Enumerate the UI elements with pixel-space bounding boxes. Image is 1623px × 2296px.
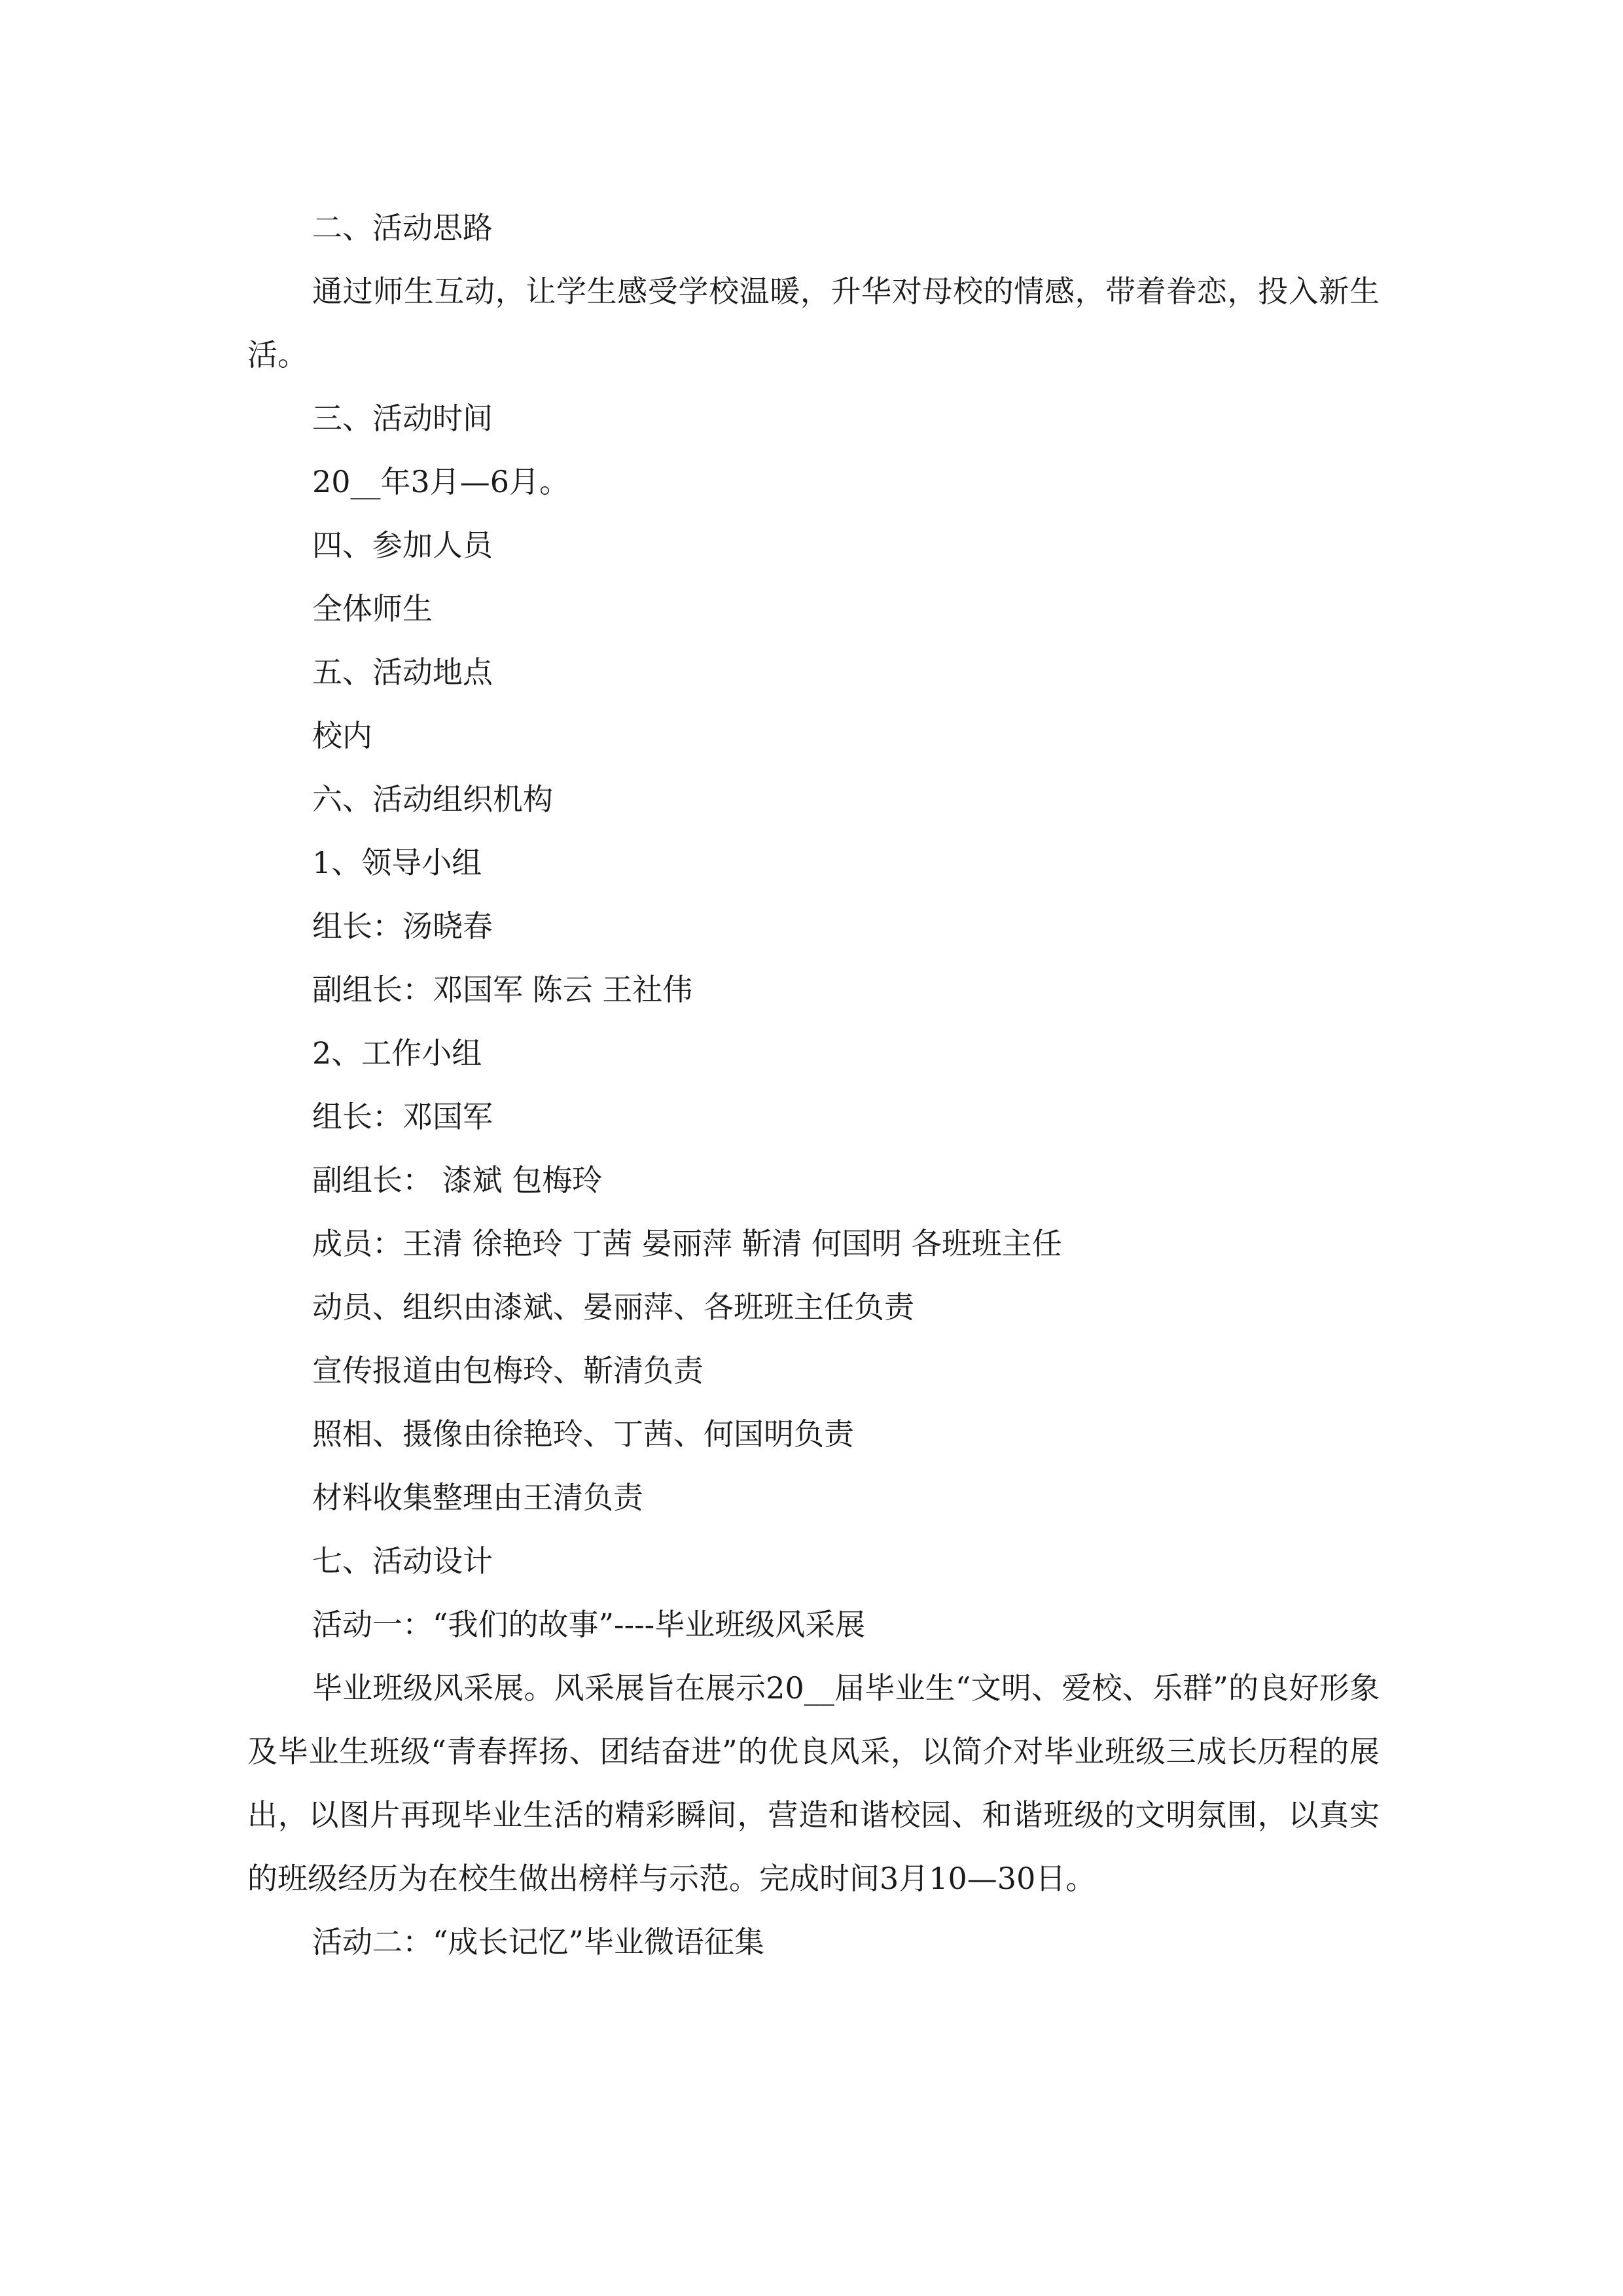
section-heading-organization: 六、活动组织机构 (312, 781, 553, 817)
subheading-leadership-group: 1、领导小组 (312, 845, 482, 880)
text-duty-mobilization: 动员、组织由漆斌、晏丽萍、各班班主任负责 (312, 1289, 914, 1325)
text-time: 20__年3月—6月。 (312, 464, 570, 499)
activity-two-title: 活动二：“成长记忆”毕业微语征集 (312, 1924, 765, 1960)
section-heading-approach: 二、活动思路 (312, 210, 493, 245)
text-participants: 全体师生 (312, 591, 433, 626)
text-duty-photography: 照相、摄像由徐艳玲、丁茜、何国明负责 (312, 1416, 854, 1452)
section-heading-design: 七、活动设计 (312, 1543, 493, 1579)
text-location: 校内 (312, 718, 372, 753)
section-heading-location: 五、活动地点 (312, 655, 493, 690)
section-heading-time: 三、活动时间 (312, 401, 493, 436)
text-members: 成员：王清 徐艳玲 丁茜 晏丽萍 靳清 何国明 各班班主任 (312, 1226, 1062, 1261)
text-duty-publicity: 宣传报道由包梅玲、靳清负责 (312, 1353, 704, 1388)
text-leader: 组长：汤晓春 (312, 908, 493, 944)
paragraph-activity-one: 毕业班级风采展。风采展旨在展示20__届毕业生“文明、爱校、乐群”的良好形象及毕业生班级“青春挥扬、团结奋进”的优良风采，以简介对毕业班级三成长历程的展出，以图片再现毕业生活的精彩瞬间，营造和谐校园、和谐班级的文明氛围，以真实的班级经历为在校生做出榜样与示范。完成时间3月10—30日。 (247, 1670, 1380, 1896)
activity-one-title: 活动一：“我们的故事”----毕业班级风采展 (312, 1607, 866, 1642)
paragraph-approach: 通过师生互动，让学生感受学校温暖，升华对母校的情感，带着眷恋，投入新生活。 (247, 274, 1380, 372)
text-working-leader: 组长：邓国军 (312, 1099, 493, 1134)
subheading-working-group: 2、工作小组 (312, 1035, 482, 1071)
text-deputy-leaders: 副组长：邓国军 陈云 王社伟 (312, 972, 693, 1007)
text-working-deputies: 副组长： 漆斌 包梅玲 (312, 1162, 603, 1198)
text-duty-materials: 材料收集整理由王清负责 (312, 1480, 643, 1515)
section-heading-participants: 四、参加人员 (312, 528, 493, 563)
document-body (247, 196, 1380, 1974)
